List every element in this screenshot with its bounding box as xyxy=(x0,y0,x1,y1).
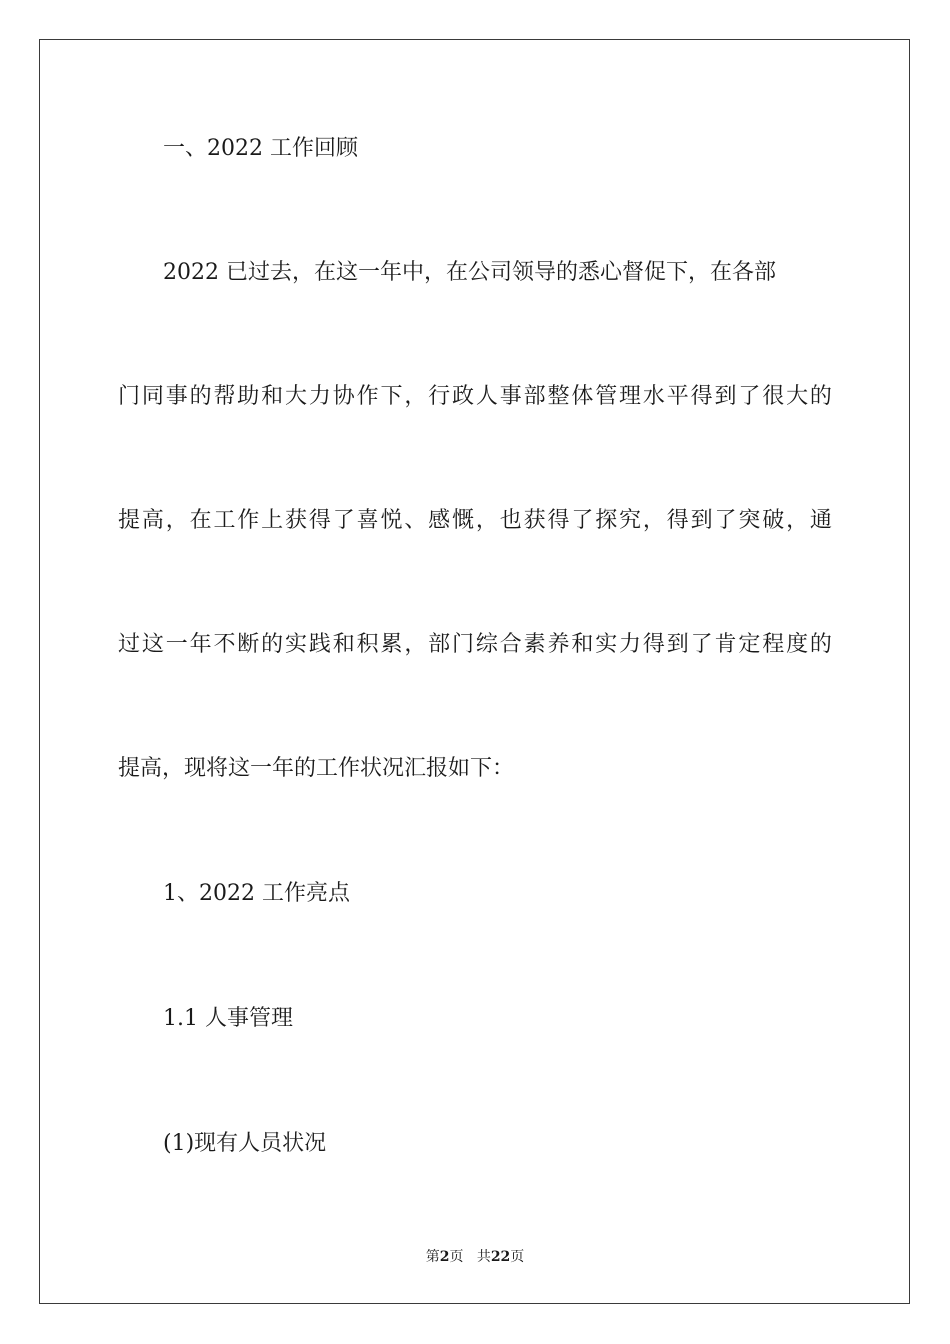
section-heading: 一、2022 工作回顾 xyxy=(163,136,358,161)
footer-total-suffix: 页 xyxy=(510,1249,525,1265)
footer-total-pages: 22 xyxy=(490,1249,511,1265)
paragraph-line-3: 提 高 ， 在 工 作 上 获 得 了 喜 悦 、 感 慨 ， 也 获 得 了 探 究 ， 得 到 了 突 破 ， 通 xyxy=(118,508,832,533)
paragraph-line-1: 2022 已过去，在这一年中，在公司领导的悉心督促下，在各部 xyxy=(163,260,776,285)
page-footer xyxy=(0,1246,950,1266)
item-heading: (1)现有人员状况 xyxy=(163,1131,327,1156)
paragraph-line-5: 提高，现将这一年的工作状况汇报如下： xyxy=(118,756,515,781)
footer-prefix: 第 xyxy=(425,1249,440,1265)
paragraph-line-2: 门 同 事 的 帮 助 和 大 力 协 作 下 ， 行 政 人 事 部 整 体 管 理 水 平 得 到 了 很 大 的 xyxy=(118,384,832,409)
footer-total-prefix: 共 xyxy=(476,1249,491,1265)
footer-page-suffix: 页 xyxy=(449,1249,464,1265)
paragraph-line-4: 过 这 一 年 不 断 的 实 践 和 积 累 ， 部 门 综 合 素 养 和 实 力 得 到 了 肯 定 程 度 的 xyxy=(118,632,832,657)
subsection-heading: 1、2022 工作亮点 xyxy=(163,881,350,906)
page-border xyxy=(39,39,910,1304)
subsubsection-heading: 1.1 人事管理 xyxy=(163,1006,293,1031)
footer-page-number: 2 xyxy=(439,1249,450,1265)
